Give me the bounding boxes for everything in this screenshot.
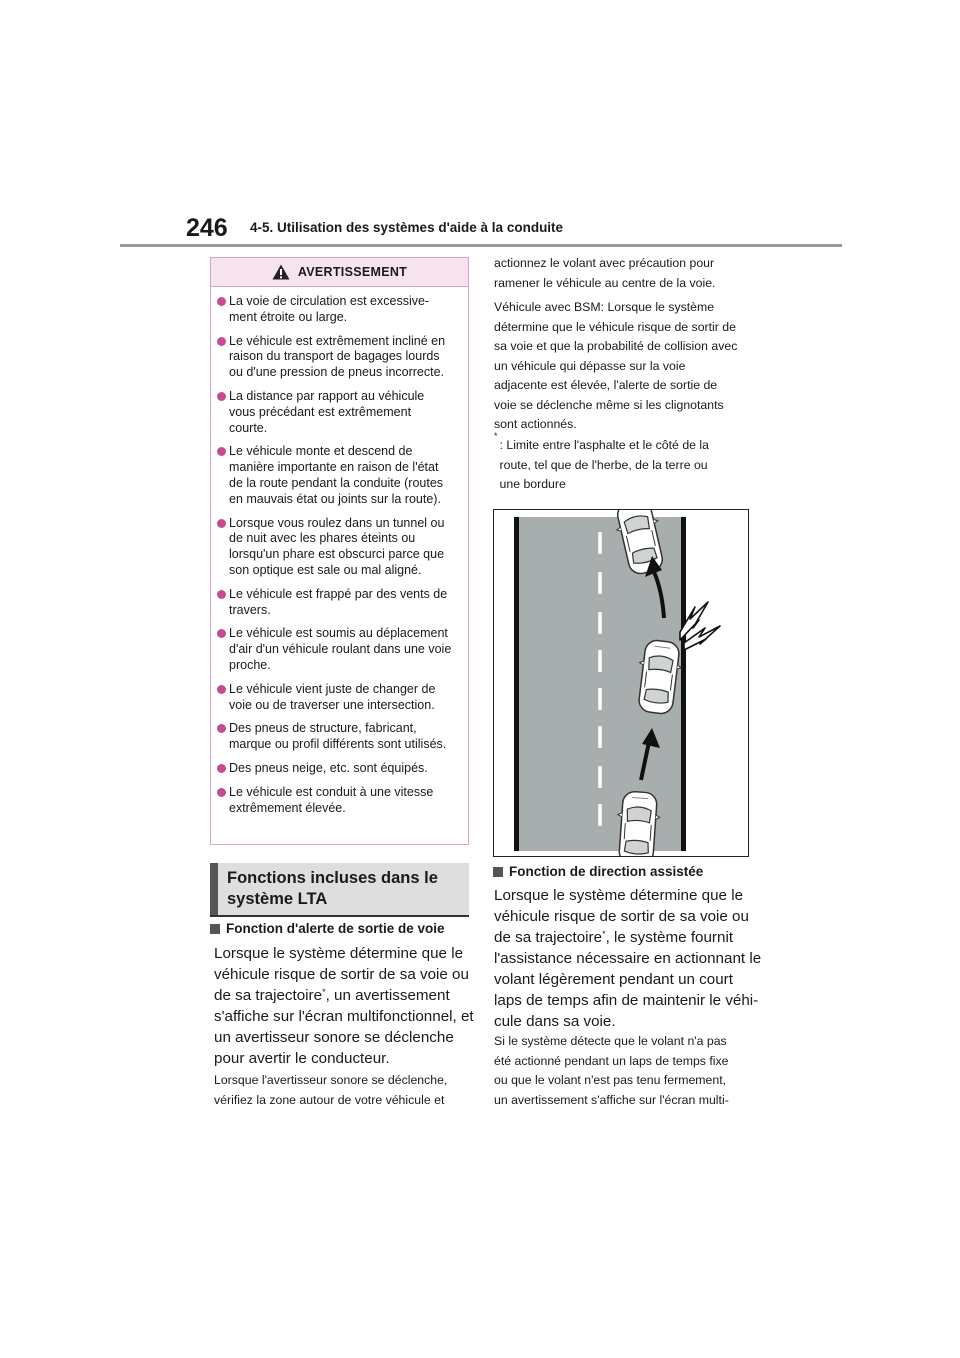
- warning-item-line: Le véhicule monte et descend de: [229, 444, 413, 459]
- footnote-line: : Limite entre l'asphalte et le côté de la: [499, 438, 709, 452]
- bsm-paragraph: [494, 298, 737, 435]
- warning-item-line: travers.: [229, 602, 271, 617]
- warning-item-line: Le véhicule est frappé par des vents de: [229, 586, 448, 601]
- road-edge-left: [514, 517, 519, 851]
- bullet-icon: [217, 447, 226, 456]
- warning-item-line: ment étroite ou large.: [229, 309, 348, 324]
- square-bullet-icon: [493, 867, 503, 877]
- body-line: cule dans sa voie.: [494, 1013, 616, 1030]
- bullet-icon: [217, 764, 226, 773]
- warning-title: AVERTISSEMENT: [297, 265, 408, 279]
- warning-item-line: courte.: [229, 420, 268, 435]
- body-line: Lorsque le système détermine que le: [214, 945, 464, 962]
- bsm-line: sa voie et que la probabilité de collision avec: [494, 339, 738, 353]
- body-text: , le système fournit: [605, 929, 734, 946]
- warning-item: [217, 389, 458, 436]
- warning-item-line: extrêmement élevée.: [229, 800, 346, 815]
- lane-departure-note: [214, 1071, 447, 1110]
- body-line: un avertisseur sonore se déclenche: [214, 1029, 454, 1046]
- warning-item-line: d'air d'un véhicule roulant dans une voie: [229, 642, 452, 657]
- bullet-icon: [217, 788, 226, 797]
- warning-item-line: Lorsque vous roulez dans un tunnel ou: [229, 515, 445, 530]
- footnote-mark: *: [602, 929, 606, 939]
- body-text: de sa trajectoire: [494, 929, 603, 946]
- body-line: véhicule risque de sortir de sa voie ou: [214, 966, 469, 983]
- section-title-line1: Fonctions incluses dans le: [227, 869, 438, 887]
- warning-item-line: marque ou profil différents sont utilisés.: [229, 737, 447, 752]
- lane-departure-diagram: [493, 509, 749, 857]
- warning-item: [217, 334, 458, 381]
- footnote-text: [500, 436, 709, 495]
- section-divider: [210, 915, 469, 917]
- body-line: pour avertir le conducteur.: [214, 1050, 390, 1067]
- body-text: , un avertissement: [325, 987, 450, 1004]
- bullet-icon: [217, 392, 226, 401]
- note-line: été actionné pendant un laps de temps fixe: [494, 1053, 729, 1068]
- page-number: 246: [186, 214, 228, 242]
- warning-item-line: Le véhicule est extrêmement incliné en: [229, 333, 446, 348]
- warning-item-line: son optique est sale ou mal aligné.: [229, 562, 422, 577]
- bsm-line: voie se déclenche même si les clignotants: [494, 397, 724, 412]
- bullet-icon: [217, 519, 226, 528]
- warning-item-line: ou d'une pression de pneus incorrecte.: [229, 365, 445, 380]
- warning-item-line: La distance par rapport au véhicule: [229, 388, 425, 403]
- warning-item-line: manière importante en raison de l'état: [229, 460, 439, 475]
- warning-box: [210, 257, 469, 845]
- note-line: Si le système détecte que le volant n'a pas: [494, 1034, 727, 1048]
- road-illustration: [494, 510, 748, 856]
- footnote-line: une bordure: [499, 477, 566, 491]
- note-line: actionnez le volant avec précaution pour: [494, 256, 715, 270]
- note-line: ramener le véhicule au centre de la voie.: [494, 275, 716, 290]
- bsm-line: Véhicule avec BSM: Lorsque le système: [494, 300, 715, 314]
- warning-item-line: vous précédant est extrêmement: [229, 404, 412, 419]
- warning-item: [217, 587, 458, 619]
- warning-item-line: en mauvais état ou joints sur la route).: [229, 491, 441, 506]
- body-line: l'assistance nécessaire en actionnant le: [494, 950, 762, 967]
- header-divider: [120, 244, 842, 247]
- steering-assist-note: [494, 1032, 729, 1110]
- continued-text: [494, 254, 715, 293]
- warning-item-line: de nuit avec les phares éteints ou: [229, 531, 416, 546]
- lane-departure-heading-text: Fonction d'alerte de sortie de voie: [226, 921, 445, 936]
- bsm-line: adjacente est élevée, l'alerte de sortie de: [494, 378, 718, 392]
- section-title-line2: système LTA: [227, 890, 328, 908]
- chapter-title: 4-5. Utilisation des systèmes d'aide à la conduite: [250, 220, 564, 235]
- note-line: un avertissement s'affiche sur l'écran multi-: [494, 1092, 729, 1107]
- steering-assist-heading: [493, 864, 703, 879]
- bullet-icon: [217, 337, 226, 346]
- steering-assist-body: [494, 885, 761, 1032]
- warning-item-line: Des pneus de structure, fabricant,: [229, 721, 417, 736]
- bullet-icon: [217, 685, 226, 694]
- warning-item: [217, 516, 458, 579]
- bullet-icon: [217, 590, 226, 599]
- footnote-mark: *: [322, 987, 326, 997]
- warning-item: [217, 682, 458, 714]
- warning-item-line: Des pneus neige, etc. sont équipés.: [229, 760, 428, 775]
- bullet-icon: [217, 629, 226, 638]
- footnote-line: route, tel que de l'herbe, de la terre ou: [499, 457, 708, 472]
- warning-item-line: lorsqu'un phare est obscurci parce que: [229, 547, 445, 562]
- steering-assist-heading-text: Fonction de direction assistée: [509, 864, 704, 879]
- warning-item: [217, 721, 458, 753]
- warning-item: [217, 761, 458, 777]
- body-line: [494, 927, 761, 948]
- warning-item-line: Le véhicule est soumis au déplacement: [229, 626, 448, 641]
- note-line: vérifiez la zone autour de votre véhicule et: [214, 1092, 445, 1107]
- warning-header: [211, 258, 468, 287]
- square-bullet-icon: [210, 924, 220, 934]
- body-line: [214, 985, 474, 1006]
- lane-departure-heading: [210, 921, 445, 936]
- bullet-icon: [217, 724, 226, 733]
- bsm-line: sont actionnés.: [494, 417, 577, 431]
- body-text: de sa trajectoire: [214, 987, 323, 1004]
- footnote: [494, 431, 709, 495]
- note-line: ou que le volant n'est pas tenu fermement,: [494, 1073, 727, 1087]
- warning-item: [217, 444, 458, 507]
- warning-item-line: raison du transport de bagages lourds: [229, 349, 440, 364]
- body-line: laps de temps afin de maintenir le véhi-: [494, 992, 759, 1009]
- body-line: Lorsque le système détermine que le: [494, 887, 744, 904]
- road-edge-right: [681, 517, 686, 851]
- bullet-icon: [217, 297, 226, 306]
- warning-item: [217, 785, 458, 817]
- note-line: Lorsque l'avertisseur sonore se déclenche,: [214, 1073, 448, 1087]
- body-line: volant légèrement pendant un court: [494, 971, 733, 988]
- warning-item-line: Le véhicule est conduit à une vitesse: [229, 784, 434, 799]
- section-banner: [210, 863, 469, 915]
- warning-item-line: de la route pendant la conduite (routes: [229, 475, 444, 490]
- body-line: véhicule risque de sortir de sa voie ou: [494, 908, 749, 925]
- warning-item: [217, 626, 458, 673]
- warning-item-line: proche.: [229, 657, 271, 672]
- footnote-mark: *: [494, 431, 498, 441]
- warning-item: [217, 294, 458, 326]
- lane-departure-body: [214, 943, 474, 1069]
- bsm-line: détermine que le véhicule risque de sortir de: [494, 319, 736, 334]
- warning-list: [211, 287, 468, 816]
- body-line: s'affiche sur l'écran multifonctionnel, et: [214, 1008, 474, 1025]
- warning-item-line: Le véhicule vient juste de changer de: [229, 681, 436, 696]
- warning-triangle-icon: [272, 264, 290, 280]
- warning-item-line: La voie de circulation est excessive-: [229, 294, 430, 308]
- bsm-line: un véhicule qui dépasse sur la voie: [494, 358, 686, 373]
- warning-item-line: voie ou de traverser une intersection.: [229, 697, 435, 712]
